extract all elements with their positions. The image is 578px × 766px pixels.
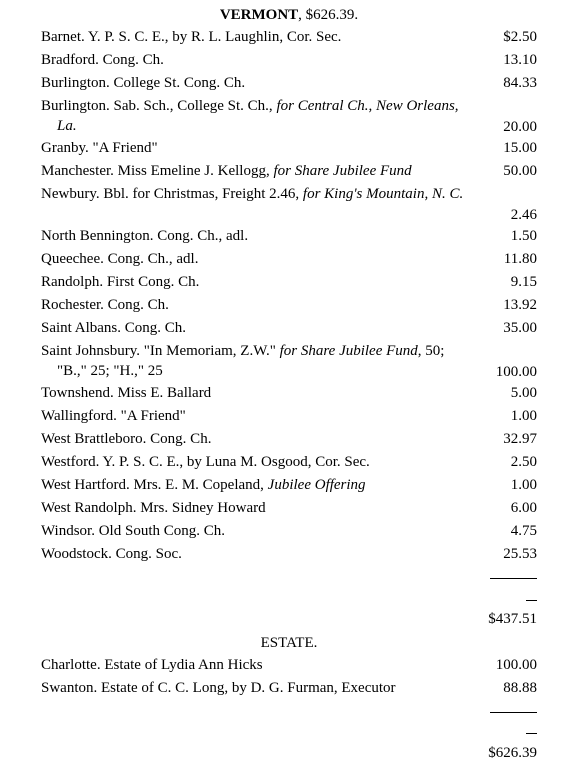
list-item [41,383,537,403]
entry-description [41,226,471,246]
entry-text: Manchester. Miss Emeline J. Kellogg, [41,163,274,179]
grand-total-amount: $626.39 [488,745,537,761]
list-item [41,226,537,246]
entry-text: Windsor. Old South Cong. Ch. [41,523,225,539]
list-item [41,521,537,541]
total-rule [490,712,537,713]
estate-heading: ESTATE. [260,635,318,651]
entry-description [41,655,471,675]
entry-amount: 2.46 [510,207,537,223]
entry-description [41,318,471,338]
subtotal-rule [490,578,537,579]
entry-amount: 13.10 [503,52,537,68]
entry-text: West Brattleboro. Cong. Ch. [41,431,212,447]
list-item [41,655,537,675]
entry-text: West Randolph. Mrs. Sidney Howard [41,500,266,516]
entry-amount: $2.50 [503,29,537,45]
entry-description [41,383,471,403]
entry-text: Newbury. Bbl. for Christmas, Freight 2.46, [41,186,303,202]
entry-designation: Jubilee Offering [267,477,366,493]
entry-text: Rochester. Cong. Ch. [41,297,169,313]
list-item [41,272,537,292]
entry-text: West Hartford. Mrs. E. M. Copeland, [41,477,268,493]
entry-amount: 32.97 [503,431,537,447]
entry-text: Westford. Y. P. S. C. E., by Luna M. Osgood, Cor. Sec. [41,454,370,470]
list-item [41,138,537,158]
entry-description [41,295,471,315]
entry-text: Swanton. Estate of C. C. Long, by D. G. Furman, Executor [41,680,396,696]
entry-description [41,96,471,136]
entry-designation: for Share Jubilee Fund [273,163,412,179]
entry-description [41,521,471,541]
entry-description [41,341,471,381]
entry-description [41,498,471,518]
entry-text: Burlington. Sab. Sch., College St. Ch., [41,98,277,114]
entry-description [41,73,471,93]
entry-amount: 1.00 [510,477,537,493]
entry-description [41,406,471,426]
entry-text: Saint Albans. Cong. Ch. [41,320,187,336]
state-total: , $626.39. [298,7,359,23]
entry-text: , 50; "B.," 25; "H.," 25 [57,343,445,379]
entry-amount: 4.75 [510,523,537,539]
entry-designation: for Share Jubilee Fund [279,343,418,359]
entry-text: Queechee. Cong. Ch., adl. [41,251,199,267]
entry-amount: 11.80 [503,251,537,267]
entry-description [41,544,471,564]
entry-description [41,475,471,495]
entry-amount: 2.50 [510,454,537,470]
list-item [41,544,537,564]
total-dash [526,733,537,734]
list-item [41,50,537,70]
state-heading [0,6,578,24]
list-item [41,678,537,698]
list-item [41,452,537,472]
list-item [41,73,537,93]
entry-amount: 25.53 [503,546,537,562]
entry-amount: 50.00 [503,163,537,179]
entry-text: Burlington. College St. Cong. Ch. [41,75,246,91]
entry-text: Charlotte. Estate of Lydia Ann Hicks [41,657,263,673]
entry-text: Wallingford. "A Friend" [41,408,186,424]
entry-text: Bradford. Cong. Ch. [41,52,164,68]
entry-description [41,184,471,204]
entry-text: Saint Johnsbury. "In Memoriam, Z.W." [41,343,280,359]
list-item [41,475,537,495]
list-item [41,27,537,47]
list-item [41,249,537,269]
entry-description [41,27,471,47]
list-item [41,498,537,518]
entry-text: Townshend. Miss E. Ballard [41,385,212,401]
entry-designation: for King's Mountain, N. C. [302,186,464,202]
entry-text: Barnet. Y. P. S. C. E., by R. L. Laughlin, Cor. Sec. [41,29,342,45]
list-item [41,341,537,381]
entry-amount: 6.00 [510,500,537,516]
entry-amount: 5.00 [510,385,537,401]
entry-amount: 13.92 [503,297,537,313]
list-item [41,295,537,315]
entry-amount: 9.15 [510,274,537,290]
list-item [41,184,537,224]
entry-amount: 84.33 [503,75,537,91]
entry-amount: 20.00 [503,119,537,135]
entry-description [41,272,471,292]
list-item [41,429,537,449]
entry-description [41,50,471,70]
entry-description [41,678,471,698]
list-item [41,161,537,181]
entry-text: Randolph. First Cong. Ch. [41,274,200,290]
entry-description [41,249,471,269]
entry-description [41,138,471,158]
entry-text: Granby. "A Friend" [41,140,158,156]
list-item [41,406,537,426]
entry-text: North Bennington. Cong. Ch., adl. [41,228,249,244]
entry-amount: 35.00 [503,320,537,336]
list-item [41,96,537,136]
entry-designation: for Central Ch., New Orleans, La. [57,98,459,134]
entry-amount: 88.88 [503,680,537,696]
entry-amount: 15.00 [503,140,537,156]
entry-description [41,452,471,472]
entry-amount: 1.50 [510,228,537,244]
subtotal-dash [526,600,537,601]
entry-amount: 100.00 [495,657,537,673]
subtotal-amount: $437.51 [488,611,537,627]
list-item [41,318,537,338]
entry-description [41,429,471,449]
entry-text: Woodstock. Cong. Soc. [41,546,182,562]
entry-amount: 100.00 [495,364,537,380]
entry-description [41,161,471,181]
state-name: VERMONT [219,7,299,23]
entry-amount: 1.00 [510,408,537,424]
